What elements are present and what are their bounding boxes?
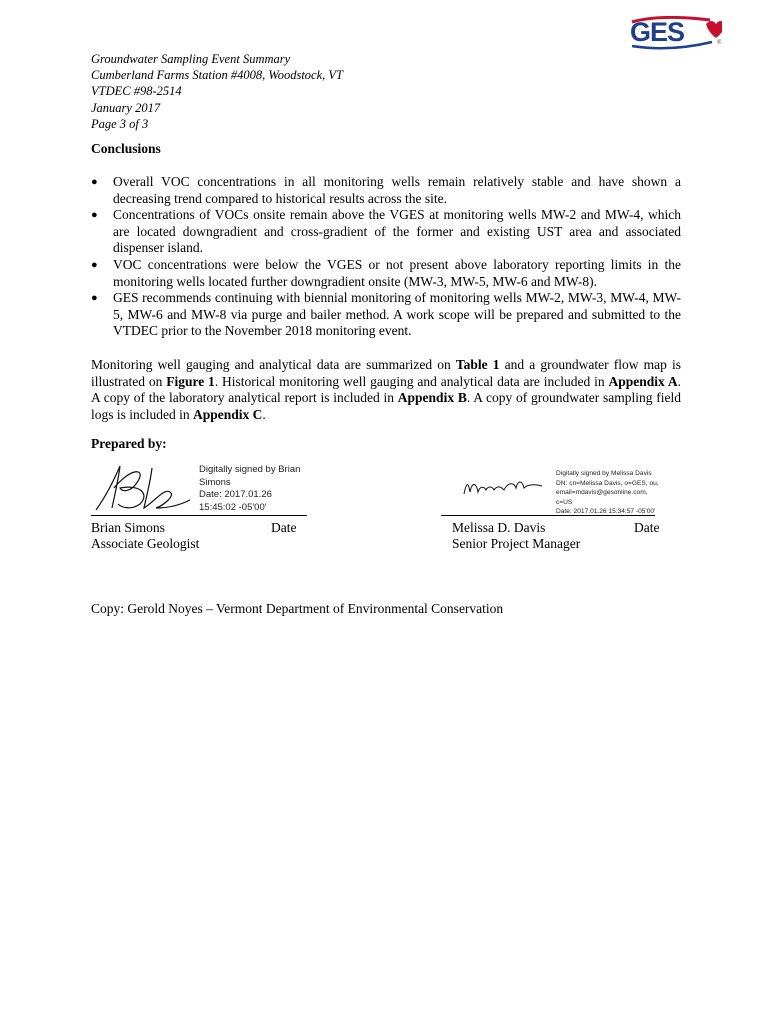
bullet-text: Concentrations of VOCs onsite remain above the VGES at monitoring wells MW-2 and MW-4, which are located downgradient and cross-gradient of the former and existing UST area and associated dispenser island. xyxy=(113,207,681,256)
digital-signature-line: Date: 2017.01.26 15:34:57 -05'00' xyxy=(556,508,656,516)
brian-simons-name: Brian Simons xyxy=(91,520,165,535)
brian-simons-digital-signature xyxy=(199,464,329,514)
prepared-by-label: Prepared by: xyxy=(91,436,167,451)
list-item xyxy=(91,290,681,340)
digital-signature-line: c=US xyxy=(556,498,573,506)
list-item xyxy=(91,207,681,257)
digital-signature-line: Digitally signed by Brian xyxy=(199,464,301,475)
digital-signature-line: 15:45:02 -05'00' xyxy=(199,501,267,513)
melissa-davis-digital-signature xyxy=(556,469,666,517)
melissa-davis-signature-icon xyxy=(462,474,544,500)
summary-paragraph xyxy=(91,357,681,423)
bullet-text: Overall VOC concentrations in all monitoring wells remain relatively stable and have shown a decreasing trend compared to historical results across the site. xyxy=(113,174,681,206)
logo-registered-mark: ® xyxy=(717,40,722,46)
header-date: January 2017 xyxy=(91,100,161,115)
para-text: Monitoring well gauging and analytical data are summarized on xyxy=(91,357,456,372)
melissa-davis-title: Senior Project Manager xyxy=(452,536,581,551)
ges-logo xyxy=(630,16,722,50)
digital-signature-line: email=mdavis@gesonline.com, xyxy=(556,489,648,497)
right-date-label: Date xyxy=(634,520,660,535)
digital-signature-line: Digitally signed by Melissa Davis xyxy=(556,470,652,477)
figure-1-reference: Figure 1 xyxy=(166,373,215,389)
document-header xyxy=(91,51,343,132)
para-text: . A copy of the laboratory analytical report is included in xyxy=(91,373,681,406)
logo-text: GES xyxy=(630,17,685,47)
para-text: and a groundwater flow map is illustrated on xyxy=(91,357,681,389)
para-text: . A copy of groundwater sampling field logs is included in xyxy=(91,390,682,422)
header-page: Page 3 of 3 xyxy=(91,116,149,131)
right-signature-line xyxy=(441,515,655,516)
bullet-icon: ● xyxy=(91,209,98,222)
bullet-text: VOC concentrations were below the VGES or not present above laboratory reporting limits in the monitoring wells located further downgradient onsite (MW-3, MW-5, MW-6 and MW-8). xyxy=(113,256,681,289)
left-signature-line xyxy=(91,515,307,516)
para-text: . xyxy=(262,406,266,422)
header-vtdec: VTDEC #98-2514 xyxy=(91,84,182,99)
digital-signature-line: Date: 2017.01.26 xyxy=(199,489,272,500)
brian-simons-signature-icon xyxy=(92,458,192,514)
appendix-b-reference: Appendix B xyxy=(397,390,467,406)
list-item xyxy=(91,174,681,207)
bullet-icon: ● xyxy=(91,176,98,188)
para-text: . Historical monitoring well gauging and analytical data are included in xyxy=(214,373,609,389)
conclusions-list xyxy=(91,174,681,340)
table-1-reference: Table 1 xyxy=(455,357,500,372)
appendix-c-reference: Appendix C xyxy=(193,406,263,422)
list-item xyxy=(91,257,681,290)
left-date-label: Date xyxy=(271,520,297,535)
header-title: Groundwater Sampling Event Summary xyxy=(91,52,291,66)
copy-recipient: Copy: Gerold Noyes – Vermont Department of Environmental Conservation xyxy=(91,601,504,616)
digital-signature-line: DN: cn=Melissa Davis, o=GES, ou, xyxy=(556,479,659,487)
conclusions-heading: Conclusions xyxy=(91,141,161,156)
header-site: Cumberland Farms Station #4008, Woodstock, VT xyxy=(91,68,343,83)
bullet-text: GES recommends continuing with biennial monitoring of monitoring wells MW-2, MW-3, MW-4, MW-5, MW-6 and MW-8 via purge and bailer method. A work scope will be prepared and submitted to the VTDEC prior to the November 2018 monitoring event. xyxy=(113,290,681,339)
appendix-a-reference: Appendix A xyxy=(608,373,678,389)
bullet-icon: ● xyxy=(91,292,98,305)
melissa-davis-name: Melissa D. Davis xyxy=(452,520,546,535)
brian-simons-title: Associate Geologist xyxy=(91,536,200,551)
digital-signature-line: Simons xyxy=(199,476,231,488)
bullet-icon: ● xyxy=(91,258,98,271)
